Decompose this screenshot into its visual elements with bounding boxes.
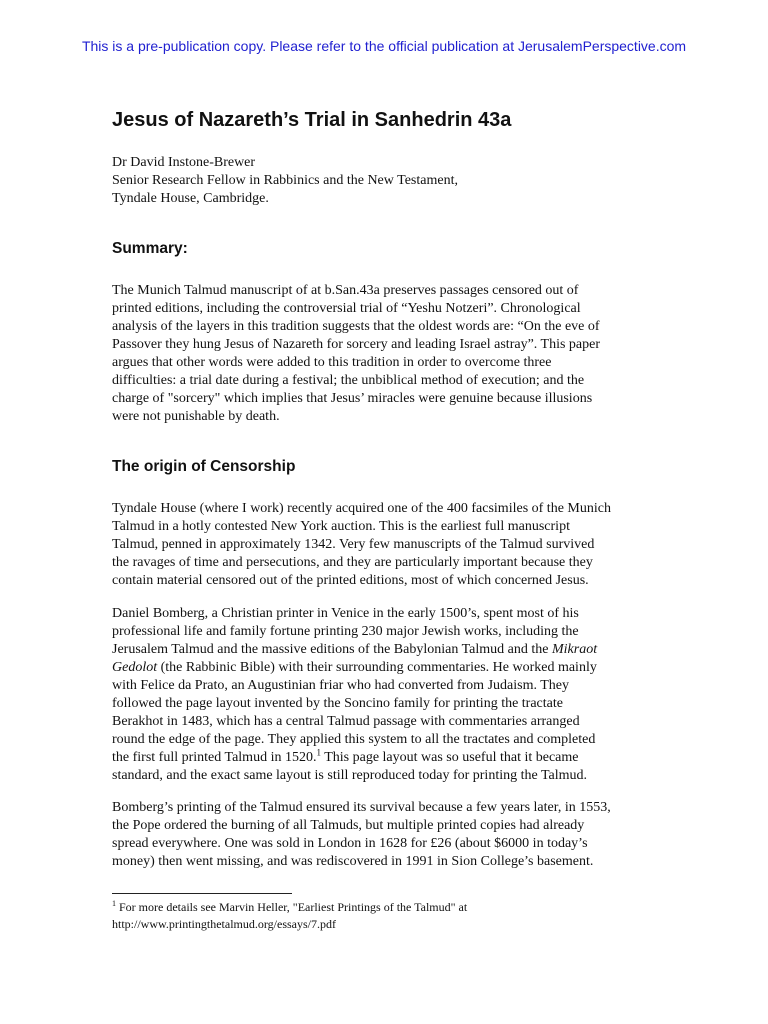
footnote-divider	[112, 893, 292, 894]
text-line: contain material censored out of the printed editions, most of which concerned Jesus.	[112, 573, 589, 588]
text-segment: Jerusalem Talmud and the massive editions of the Babylonian Talmud and the	[112, 642, 552, 657]
paper-title: Jesus of Nazareth’s Trial in Sanhedrin 43a	[112, 109, 512, 131]
text-line: analysis of the layers in this tradition suggests that the oldest words are: “On the eve of	[112, 319, 600, 334]
text-segment: (the Rabbinic Bible) with their surrounding commentaries. He worked mainly	[157, 660, 597, 675]
text-line	[112, 659, 648, 677]
footnote-url[interactable]: http://www.printingthetalmud.org/essays/7.pdf	[112, 917, 336, 931]
text-line: spread everywhere. One was sold in London in 1628 for £26 (about $6000 in today’s	[112, 836, 588, 851]
text-line: The Munich Talmud manuscript of at b.San.43a preserves passages censored out of	[112, 283, 579, 298]
text-line: the Pope ordered the burning of all Talmuds, but multiple printed copies had already	[112, 818, 585, 833]
author-affiliation: Tyndale House, Cambridge.	[112, 191, 269, 206]
footnote-text: For more details see Marvin Heller, "Earliest Printings of the Talmud" at	[116, 900, 468, 914]
text-line: Passover they hung Jesus of Nazareth for sorcery and leading Israel astray”. This paper	[112, 337, 601, 352]
text-line: with Felice da Prato, an Augustinian friar who had converted from Judaism. They	[112, 678, 569, 693]
censorship-paragraph-3	[112, 799, 648, 871]
text-line: Daniel Bomberg, a Christian printer in Venice in the early 1500’s, spent most of his	[112, 606, 579, 621]
text-line: money) then went missing, and was rediscovered in 1991 in Sion College’s basement.	[112, 854, 594, 869]
text-line: were not punishable by death.	[112, 409, 280, 424]
author-name: Dr David Instone-Brewer	[112, 155, 256, 170]
footnote-number: 1	[112, 899, 116, 908]
text-line: charge of "sorcery" which implies that Jesus’ miracles were genuine because illusions	[112, 391, 593, 406]
text-line: round the edge of the page. They applied this system to all the tractates and completed	[112, 732, 596, 747]
footnote-reference[interactable]: 1	[316, 747, 321, 758]
prepublication-notice: This is a pre-publication copy. Please refer to the official publication at JerusalemPerspective.com	[81, 38, 687, 54]
text-line: difficulties: a trial date during a festival; the unbiblical method of execution; and the	[112, 373, 585, 388]
censorship-paragraph-1	[112, 500, 648, 590]
text-line: followed the page layout invented by the Soncino family for printing the tractate	[112, 696, 563, 711]
footnote	[112, 899, 467, 933]
text-segment: This page layout was so useful that it became	[320, 750, 579, 765]
text-line: Talmud in a hotly contested New York auction. This is the earliest full manuscript	[112, 519, 570, 534]
text-line: printed editions, including the controversial trial of “Yeshu Notzeri”. Chronological	[112, 301, 581, 316]
italic-title: Gedolot	[112, 660, 158, 675]
text-segment: the first full printed Talmud in 1520.	[112, 750, 317, 765]
author-block	[112, 154, 458, 208]
text-line	[112, 749, 648, 767]
italic-title: Mikraot	[552, 642, 598, 657]
author-role: Senior Research Fellow in Rabbinics and the New Testament,	[112, 173, 458, 188]
text-line: argues that other words were added to this tradition in order to overcome three	[112, 355, 552, 370]
footnote-line	[112, 899, 467, 916]
summary-paragraph	[112, 282, 648, 426]
text-line: professional life and family fortune printing 230 major Jewish works, including the	[112, 624, 579, 639]
text-line	[112, 641, 648, 659]
censorship-paragraph-2	[112, 605, 648, 785]
summary-heading: Summary:	[112, 240, 188, 257]
text-line: Bomberg’s printing of the Talmud ensured its survival because a few years later, in 1553,	[112, 800, 611, 815]
text-line: Berakhot in 1483, which has a central Talmud passage with commentaries arranged	[112, 714, 580, 729]
text-line: Tyndale House (where I work) recently acquired one of the 400 facsimiles of the Munich	[112, 501, 611, 516]
text-line: the ravages of time and persecutions, and they are particularly important because they	[112, 555, 593, 570]
text-line: Talmud, penned in approximately 1342. Very few manuscripts of the Talmud survived	[112, 537, 595, 552]
text-line: standard, and the exact same layout is still reproduced today for printing the Talmud.	[112, 768, 588, 783]
censorship-heading: The origin of Censorship	[112, 458, 296, 475]
